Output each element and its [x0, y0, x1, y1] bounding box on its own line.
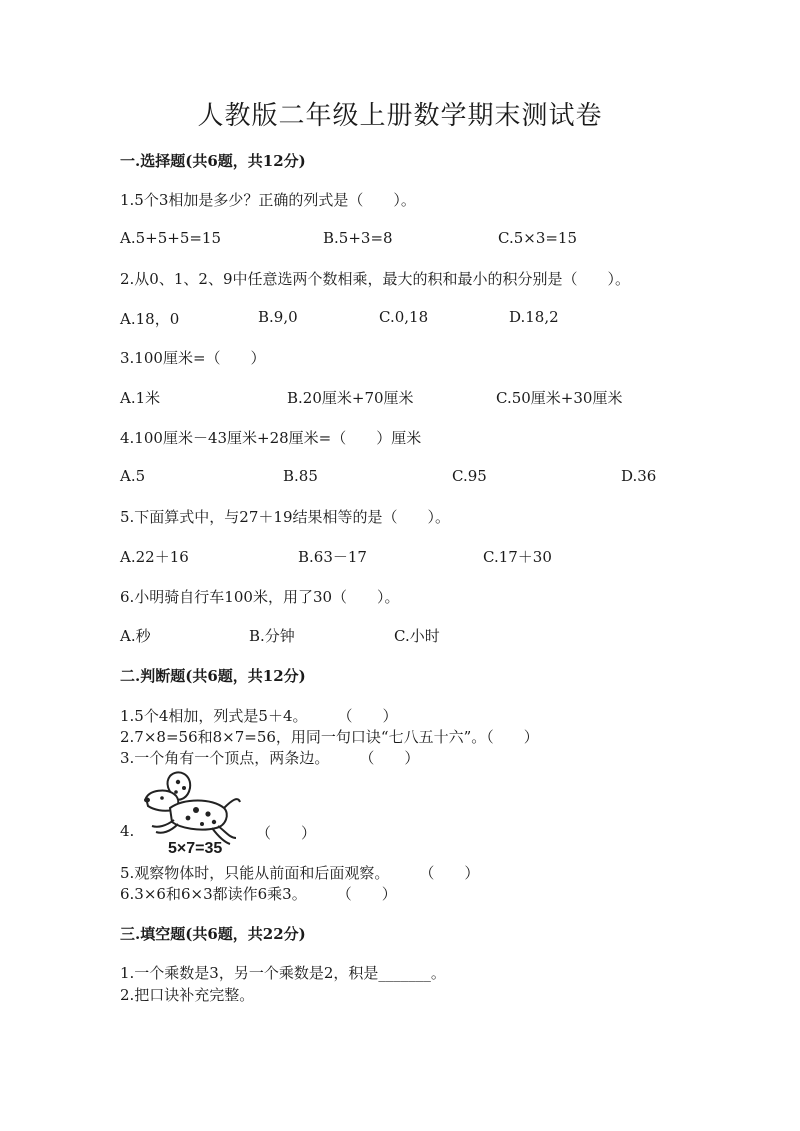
- s1-q6-text: 6.小明骑自行车100米，用了30（ ）。: [120, 588, 400, 606]
- s1-q1-text: 1.5个3相加是多少？正确的列式是（ ）。: [120, 191, 416, 209]
- s1-q2-option-d: D.18,2: [509, 308, 559, 326]
- s1-q6-option-b: B.分钟: [249, 627, 295, 645]
- s1-q1-option-a: A.5+5+5=15: [120, 229, 222, 247]
- s3-q2-text: 2.把口诀补充完整。: [120, 986, 255, 1004]
- s2-q1-text: 1.5个4相加，列式是5＋4。 （ ）: [120, 707, 398, 725]
- s1-q2-option-c: C.0,18: [379, 308, 429, 326]
- section-3-heading: 三.填空题(共6题，共22分): [120, 925, 306, 943]
- s2-q3-text: 3.一个角有一个顶点，两条边。 （ ）: [120, 749, 420, 767]
- s3-q1-text: 1.一个乘数是3，另一个乘数是2，积是_______。: [120, 964, 446, 982]
- section-1-heading: 一.选择题(共6题，共12分): [120, 152, 306, 170]
- page-title: 人教版二年级上册数学期末测试卷: [197, 101, 603, 131]
- s1-q2-option-a: A.18，0: [120, 310, 180, 328]
- s1-q3-option-a: A.1米: [120, 389, 161, 407]
- dog-caption: 5×7=35: [168, 840, 223, 857]
- s1-q2-option-b: B.9,0: [258, 308, 298, 326]
- s2-q5-text: 5.观察物体时，只能从前面和后面观察。 （ ）: [120, 864, 480, 882]
- s1-q1-option-b: B.5+3=8: [323, 229, 393, 247]
- s1-q6-option-c: C.小时: [394, 627, 440, 645]
- s1-q2-text: 2.从0、1、2、9中任意选两个数相乘，最大的积和最小的积分别是（ ）。: [120, 270, 630, 288]
- s2-q4-answer-paren: （ ）: [256, 824, 317, 842]
- s1-q6-option-a: A.秒: [120, 627, 151, 645]
- s1-q4-option-a: A.5: [120, 467, 146, 485]
- s1-q4-option-c: C.95: [452, 467, 487, 485]
- s1-q5-text: 5.下面算式中，与27＋19结果相等的是（ ）。: [120, 508, 450, 526]
- s1-q3-option-b: B.20厘米+70厘米: [287, 389, 414, 407]
- s1-q3-option-c: C.50厘米+30厘米: [496, 389, 623, 407]
- s1-q5-option-b: B.63－17: [298, 548, 367, 566]
- s1-q5-option-c: C.17＋30: [483, 548, 552, 566]
- s1-q5-option-a: A.22＋16: [120, 548, 189, 566]
- section-2-heading: 二.判断题(共6题，共12分): [120, 667, 306, 685]
- s1-q3-text: 3.100厘米=（ ）: [120, 349, 266, 367]
- s2-q4-number: 4.: [120, 822, 135, 840]
- s1-q1-option-c: C.5×3=15: [498, 229, 578, 247]
- s1-q4-option-b: B.85: [283, 467, 318, 485]
- s2-q2-text: 2.7×8=56和8×7=56，用同一句口诀“七八五十六”。（ ）: [120, 728, 539, 746]
- s2-q6-text: 6.3×6和6×3都读作6乘3。 （ ）: [120, 885, 397, 903]
- s1-q4-option-d: D.36: [621, 467, 657, 485]
- s1-q4-text: 4.100厘米－43厘米+28厘米=（ ）厘米: [120, 429, 422, 447]
